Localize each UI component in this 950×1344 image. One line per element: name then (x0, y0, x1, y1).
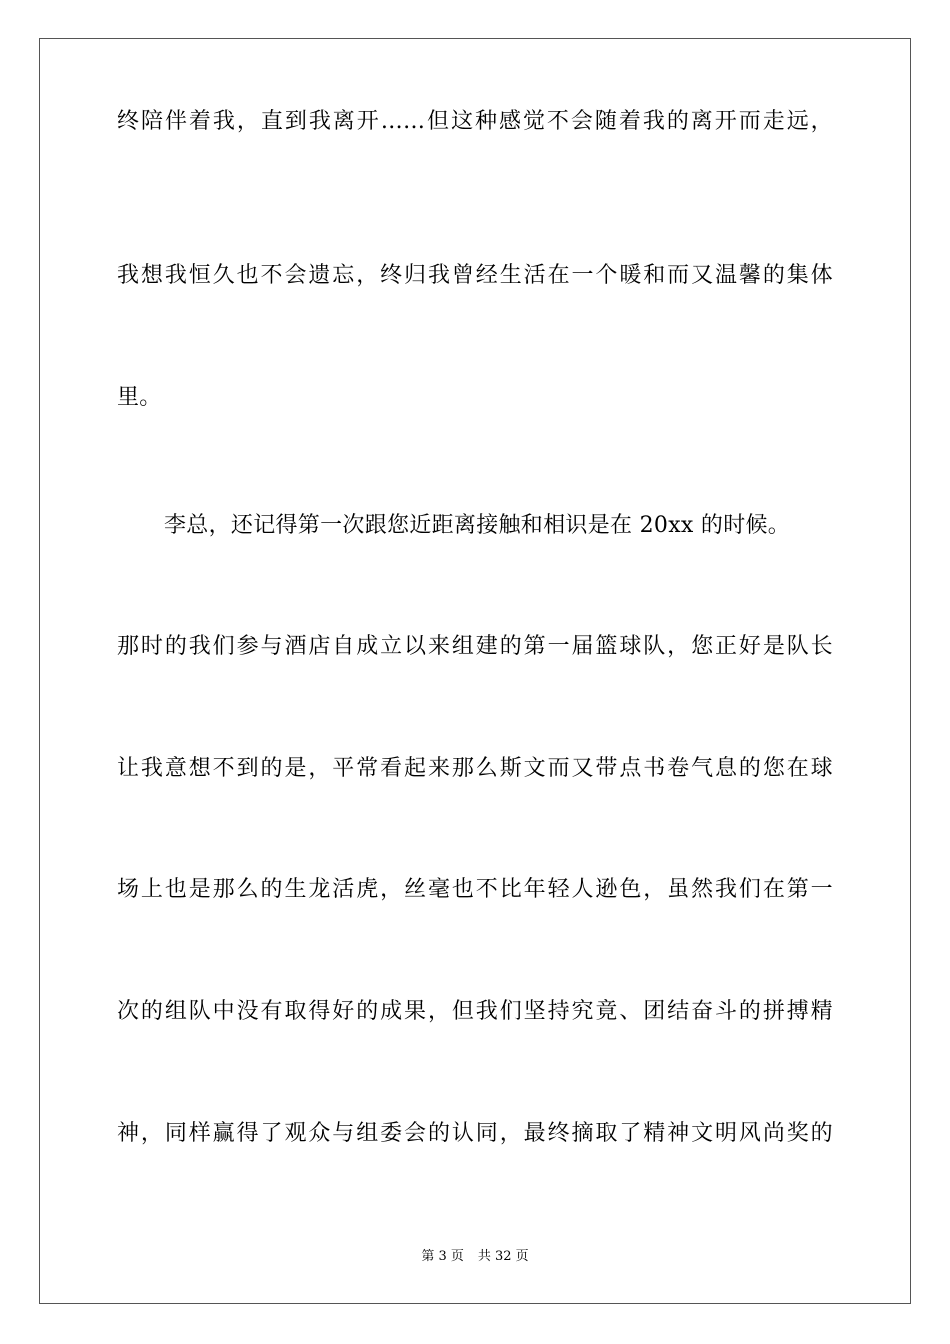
text-line-5: 那时的我们参与酒店自成立以来组建的第一届篮球队，您正好是队长 (117, 634, 833, 659)
text-line-4: 李总，还记得第一次跟您近距离接触和相识是在 20xx 的时候。 (164, 513, 791, 538)
text-line-3: 里。 (117, 385, 162, 410)
page-footer (0, 1248, 950, 1266)
page-border (39, 38, 911, 1304)
current-page-label: 第 3 页 (421, 1249, 464, 1264)
text-line-8: 次的组队中没有取得好的成果，但我们坚持究竟、团结奋斗的拼搏精 (117, 999, 833, 1024)
text-line-1: 终陪伴着我，直到我离开……但这种感觉不会随着我的离开而走远， (117, 109, 833, 134)
text-line-2: 我想我恒久也不会遗忘，终归我曾经生活在一个暖和而又温馨的集体 (117, 263, 833, 288)
text-line-7: 场上也是那么的生龙活虎，丝毫也不比年轻人逊色，虽然我们在第一 (117, 877, 833, 902)
text-line-9: 神，同样赢得了观众与组委会的认同，最终摘取了精神文明风尚奖的 (117, 1121, 833, 1146)
text-line-6: 让我意想不到的是，平常看起来那么斯文而又带点书卷气息的您在球 (117, 756, 833, 781)
total-pages-label: 共 32 页 (477, 1249, 529, 1264)
